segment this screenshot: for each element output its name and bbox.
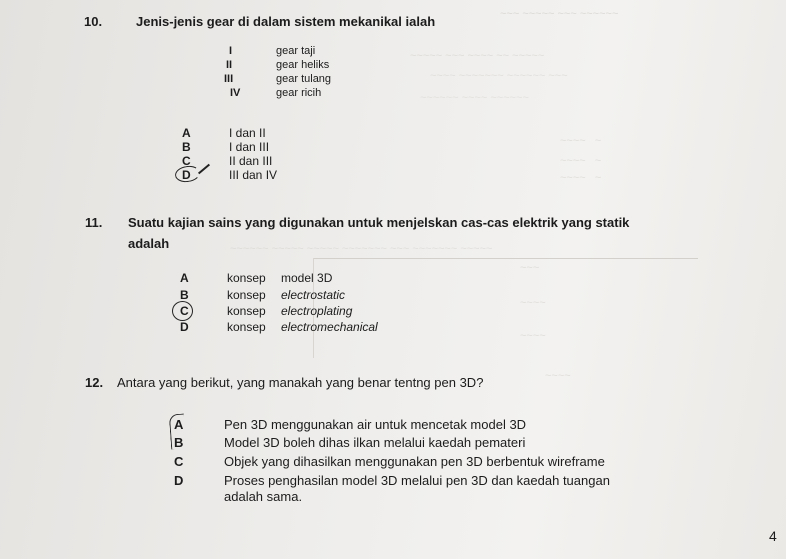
q12-option-a-letter: A	[174, 417, 184, 432]
q10-item-1: gear taji	[276, 45, 316, 57]
answer-bracket-mark	[169, 414, 186, 450]
q12-option-b-letter: B	[174, 435, 184, 450]
q11-option-a-letter: A	[180, 271, 189, 285]
q10-item-2: gear heliks	[276, 59, 330, 71]
q12-option-c-letter: C	[174, 454, 184, 469]
q12-option-d-text-continued: adalah sama.	[224, 489, 303, 504]
q10-numeral-4: IV	[230, 87, 241, 99]
show-through-text: ~~~~	[520, 297, 546, 309]
q11-question-line2: adalah	[128, 236, 170, 251]
show-through-text: ~~~~	[545, 370, 571, 382]
q12-question: Antara yang berikut, yang manakah yang benar tentng pen 3D?	[117, 375, 484, 390]
show-through-text: ~~~~ ~	[560, 135, 602, 147]
q11-option-b-letter: B	[180, 288, 189, 302]
q11-number: 11.	[85, 215, 103, 230]
q10-option-a-text: I dan II	[229, 126, 266, 140]
q12-option-d-letter: D	[174, 473, 184, 488]
q11-option-d-term: electromechanical	[281, 320, 378, 334]
show-through-box	[313, 258, 698, 259]
show-through-text: ~~~	[520, 262, 540, 274]
q10-option-c-text: II dan III	[229, 154, 273, 168]
q11-option-c-letter: C	[180, 304, 189, 318]
q11-option-a-prefix: konsep	[227, 271, 266, 285]
answer-tick-mark	[198, 164, 210, 175]
show-through-text: ~~~~~ ~~~ ~~~~ ~~ ~~~~~	[410, 50, 545, 62]
answer-circle-mark	[174, 164, 201, 183]
q10-numeral-3: III	[224, 73, 234, 85]
show-through-text: ~~~~~~ ~~~~~ ~~~~~ ~~~~~~~ ~~~ ~~~~~~~ ~~~~~	[230, 243, 493, 255]
show-through-text: ~~~~ ~	[560, 172, 602, 184]
q11-option-d-prefix: konsep	[227, 320, 266, 334]
q10-numeral-2: II	[226, 59, 233, 71]
q12-option-a-text: Pen 3D menggunakan air untuk mencetak model 3D	[224, 417, 527, 432]
show-through-text: ~~~~ ~~~~~~~ ~~~~~~ ~~~	[430, 70, 568, 82]
q11-option-c-term: electroplating	[281, 304, 353, 318]
q11-option-a-term: model 3D	[281, 271, 333, 285]
q11-option-c-prefix: konsep	[227, 304, 266, 318]
q10-option-a-letter: A	[182, 126, 191, 140]
q10-number: 10.	[84, 14, 103, 29]
q12-number: 12.	[85, 375, 104, 390]
q12-option-d-text: Proses penghasilan model 3D melalui pen 3D dan kaedah tuangan	[224, 473, 610, 488]
q10-option-d-letter: D	[182, 168, 191, 182]
q11-option-b-prefix: konsep	[227, 288, 266, 302]
show-through-text: ~~~~~~ ~~~~ ~~~~~~	[420, 92, 529, 104]
q10-question: Jenis-jenis gear di dalam sistem mekanikal ialah	[136, 14, 436, 29]
q10-item-4: gear ricih	[276, 87, 322, 99]
show-through-text: ~~~~ ~	[560, 155, 602, 167]
q10-option-c-letter: C	[182, 154, 191, 168]
q12-option-c-text: Objek yang dihasilkan menggunakan pen 3D berbentuk wireframe	[224, 454, 605, 469]
q10-item-3: gear tulang	[276, 73, 332, 85]
q10-option-d-text: III dan IV	[229, 168, 278, 182]
q12-option-b-text: Model 3D boleh dihas ilkan melalui kaedah pemateri	[224, 435, 526, 450]
q10-option-b-letter: B	[182, 140, 191, 154]
page-number: 4	[769, 528, 777, 544]
q11-option-d-letter: D	[180, 320, 189, 334]
q10-option-b-text: I dan III	[229, 140, 270, 154]
q10-numeral-1: I	[229, 45, 233, 57]
show-through-text: ~~~~	[520, 330, 546, 342]
answer-circle-mark	[172, 301, 193, 321]
q11-option-b-term: electrostatic	[281, 288, 346, 302]
show-through-text: ~~~ ~~~~~ ~~~ ~~~~~~	[500, 8, 619, 20]
q11-question-line1: Suatu kajian sains yang digunakan untuk menjelskan cas-cas elektrik yang statik	[128, 215, 630, 230]
